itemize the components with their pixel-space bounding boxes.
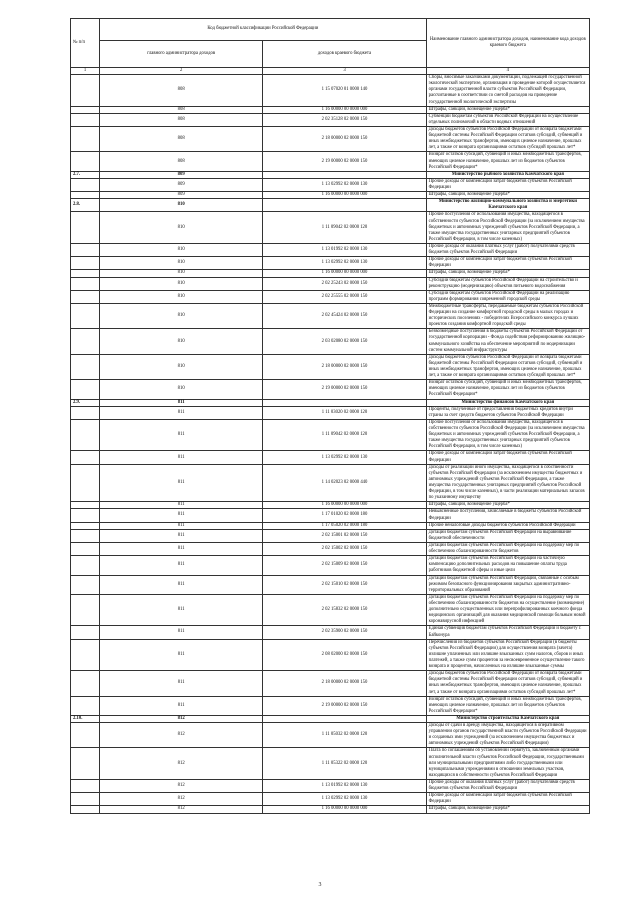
revenue-name: Доходы от сдачи в аренду имущества, находящегося в оперативном управлении органов государственной власти субъектов Российской Федерации и созданных ими учреждений (за исключением имущества бюджетных и автономных учреждений субъектов Российской Федерации) <box>426 723 589 748</box>
revenue-name: Штрафы, санкции, возмещение ущерба* <box>426 806 589 813</box>
revenue-code: 1 11 09042 02 0000 120 <box>263 212 426 244</box>
admin-code: 811 <box>100 464 263 502</box>
revenue-code: 2 02 25243 02 0000 150 <box>263 277 426 290</box>
table-row <box>71 626 590 639</box>
revenue-name: Прочие доходы от оказания платных услуг (работ) получателями средств бюджетов субъектов Российской Федерации <box>426 243 589 256</box>
row-number <box>71 192 100 199</box>
admin-code: 812 <box>100 715 263 722</box>
revenue-name: Министерство жилищно-коммунального хозяйства и энергетики Камчатского края <box>426 199 589 212</box>
revenue-code: 2 02 25555 02 0000 150 <box>263 290 426 303</box>
table-row <box>71 793 590 806</box>
table-row <box>71 354 590 379</box>
revenue-code: 1 13 01992 02 0000 130 <box>263 780 426 793</box>
revenue-code: 2 02 15009 02 0000 150 <box>263 556 426 575</box>
revenue-name: Дотации бюджетам субъектов Российской Федерации на поддержку мер по обеспечению сбалансированности бюджетов <box>426 542 589 555</box>
revenue-code: 1 13 02992 02 0000 130 <box>263 451 426 464</box>
table-row <box>71 243 590 256</box>
admin-code: 811 <box>100 522 263 529</box>
revenue-code: 1 11 09042 02 0000 120 <box>263 419 426 451</box>
row-number <box>71 594 100 626</box>
admin-code: 811 <box>100 594 263 626</box>
row-number: 2.10. <box>71 715 100 722</box>
admin-code: 811 <box>100 451 263 464</box>
table-row <box>71 406 590 419</box>
revenue-code: 2 02 15001 02 0000 150 <box>263 529 426 542</box>
revenue-code: 1 13 01992 02 0000 130 <box>263 243 426 256</box>
row-number <box>71 542 100 555</box>
row-number <box>71 212 100 244</box>
admin-code: 811 <box>100 671 263 696</box>
admin-code: 809 <box>100 192 263 199</box>
revenue-code: 1 13 02992 02 0000 130 <box>263 257 426 270</box>
revenue-code: 1 13 02992 02 0000 130 <box>263 793 426 806</box>
table-row <box>71 380 590 399</box>
revenue-name: Субсидии бюджетам субъектов Российской Федерации на реализацию программ формирования современной городской среды <box>426 290 589 303</box>
revenue-code: 1 14 02023 02 0000 440 <box>263 464 426 502</box>
revenue-code: 2 02 35900 02 0000 150 <box>263 626 426 639</box>
revenue-name: Единая субвенция бюджетам субъектов Российской Федерации и бюджету г. Байконура <box>426 626 589 639</box>
admin-code: 812 <box>100 806 263 813</box>
revenue-name: Прочие поступления от использования имущества, находящегося в собственности субъектов Российской Федерации (за исключением имущества бюджетных и автономных учреждений субъектов Российской Федерации, а также имущества государственных унитарных предприятий субъектов Российской Федерации, в том числе казенных) <box>426 212 589 244</box>
row-number <box>71 75 100 107</box>
admin-code: 808 <box>100 152 263 171</box>
col-num-header: № п/п <box>71 19 100 68</box>
revenue-code: 2 18 00000 02 0000 150 <box>263 671 426 696</box>
revenue-name: Субсидии бюджетам субъектов Российской Федерации на строительство и реконструкцию (модернизацию) объектов питьевого водоснабжения <box>426 277 589 290</box>
revenue-code: 1 15 07020 01 0000 140 <box>263 75 426 107</box>
revenue-code: 1 16 00000 00 0000 000 <box>263 192 426 199</box>
col-index: 2 <box>100 68 263 75</box>
table-row <box>71 451 590 464</box>
admin-code: 811 <box>100 626 263 639</box>
revenue-code: 2 19 00000 02 0000 150 <box>263 152 426 171</box>
col-index: 3 <box>263 68 426 75</box>
admin-code: 808 <box>100 113 263 126</box>
row-number <box>71 257 100 270</box>
revenue-name: Возврат остатков субсидий, субвенций и иных межбюджетных трансфертов, имеющих целевое назначение, прошлых лет из бюджетов субъектов Российской Федерации* <box>426 152 589 171</box>
revenue-name: Штрафы, санкции, возмещение ущерба* <box>426 106 589 113</box>
admin-code: 810 <box>100 354 263 379</box>
admin-code: 812 <box>100 748 263 780</box>
table-row <box>71 529 590 542</box>
table-row <box>71 806 590 813</box>
revenue-name: Доходы бюджетов субъектов Российской Федерации от возврата бюджетами бюджетной системы Российской Федерации остатков субсидий, субвенций и иных межбюджетных трансфертов, имеющих целевое назначение, прошлых лет, а также от возврата организациями остатков субсидий прошлых лет* <box>426 354 589 379</box>
revenue-code: 2 08 02000 02 0000 150 <box>263 639 426 671</box>
revenue-code: 1 16 00000 00 0000 000 <box>263 806 426 813</box>
table-row <box>71 594 590 626</box>
revenue-code: 2 18 00000 02 0000 150 <box>263 354 426 379</box>
table-row <box>71 126 590 151</box>
table-row <box>71 192 590 199</box>
admin-code: 810 <box>100 277 263 290</box>
admin-code: 811 <box>100 575 263 594</box>
revenue-name: Субвенции бюджетам субъектов Российской Федерации на осуществление отдельных полномочий в области водных отношений <box>426 113 589 126</box>
revenue-name: Прочие доходы от оказания платных услуг (работ) получателями средств бюджетов субъектов Российской Федерации <box>426 780 589 793</box>
revenue-code <box>263 171 426 178</box>
revenue-name: Доходы бюджетов субъектов Российской Федерации от возврата бюджетами бюджетной системы Российской Федерации остатков субсидий, субвенций и иных межбюджетных трансфертов, имеющих целевое назначение, прошлых лет, а также от возврата организациями остатков субсидий прошлых лет* <box>426 671 589 696</box>
revenue-name: Проценты, полученные от предоставления бюджетных кредитов внутри страны за счет средств бюджетов субъектов Российской Федерации <box>426 406 589 419</box>
revenue-code: 2 02 15832 02 0000 150 <box>263 594 426 626</box>
admin-code: 811 <box>100 399 263 406</box>
revenue-code: 2 18 00000 02 0000 150 <box>263 126 426 151</box>
row-number <box>71 126 100 151</box>
row-number <box>71 671 100 696</box>
admin-code: 810 <box>100 329 263 354</box>
table-row <box>71 212 590 244</box>
page-number: 3 <box>318 882 322 888</box>
revenue-code <box>263 399 426 406</box>
row-number <box>71 354 100 379</box>
table-row <box>71 303 590 328</box>
col-admin-header: главного администратора доходов <box>100 41 263 68</box>
revenue-name: Дотации бюджетам субъектов Российской Федерации на поддержку мер по обеспечению сбалансированности бюджетов на осуществление (возмещение) дополнительно осуществленных или перепрофилированных коечного фонда медицинских организаций для оказания медицинской помощи больным новой коронавирусной инфекцией <box>426 594 589 626</box>
revenue-code: 1 13 02992 02 0000 130 <box>263 178 426 191</box>
revenue-name: Прочие доходы от компенсации затрат бюджетов субъектов Российской Федерации <box>426 178 589 191</box>
revenue-code: 1 16 00000 00 0000 000 <box>263 502 426 509</box>
admin-code: 810 <box>100 380 263 399</box>
table-row <box>71 542 590 555</box>
table-row <box>71 639 590 671</box>
row-number <box>71 780 100 793</box>
admin-code: 811 <box>100 406 263 419</box>
table-row <box>71 257 590 270</box>
table-row <box>71 75 590 107</box>
revenue-name: Невыясненные поступления, зачисляемые в бюджеты субъектов Российской Федерации <box>426 509 589 522</box>
revenue-name: Дотации бюджетам субъектов Российской Федерации на частичную компенсацию дополнительных расходов на повышение оплаты труда работников бюджетной сферы и иные цели <box>426 556 589 575</box>
revenue-code: 1 17 01020 02 0000 180 <box>263 509 426 522</box>
admin-code: 809 <box>100 178 263 191</box>
admin-code: 808 <box>100 106 263 113</box>
section-row <box>71 171 590 178</box>
revenue-name: Сборы, вносимые заказчиками документации, подлежащей государственной экологической экспертизе, организация и проведение которой осуществляется органами государственной власти субъектов Российской Федерации, рассчитанные в соответствии со сметой расходов на проведение государственной экологической экспертизы <box>426 75 589 107</box>
row-number <box>71 639 100 671</box>
admin-code: 810 <box>100 199 263 212</box>
row-number: 2.7. <box>71 171 100 178</box>
row-number <box>71 113 100 126</box>
revenue-code: 2 19 00000 02 0000 150 <box>263 696 426 715</box>
revenue-code <box>263 715 426 722</box>
admin-code: 811 <box>100 419 263 451</box>
row-number <box>71 723 100 748</box>
admin-code: 808 <box>100 126 263 151</box>
revenue-code: 2 02 35128 02 0000 150 <box>263 113 426 126</box>
revenue-name: Дотации бюджетам субъектов Российской Федерации на выравнивание бюджетной обеспеченности <box>426 529 589 542</box>
admin-code: 810 <box>100 290 263 303</box>
admin-code: 808 <box>100 75 263 107</box>
revenue-name: Доходы от реализации иного имущества, находящегося в собственности субъектов Российской Федерации (за исключением имущества бюджетных и автономных учреждений субъектов Российской Федерации, а также имущества государственных унитарных предприятий субъектов Российской Федерации, в том числе казенных), в части реализации материальных запасов по указанному имуществу <box>426 464 589 502</box>
table-row <box>71 277 590 290</box>
table-row <box>71 723 590 748</box>
revenue-code: 1 17 05020 02 0000 180 <box>263 522 426 529</box>
revenue-code: 1 16 00000 00 0000 000 <box>263 106 426 113</box>
revenue-name: Министерство строительства Камчатского края <box>426 715 589 722</box>
table-row <box>71 290 590 303</box>
table-row <box>71 152 590 171</box>
revenue-name: Штрафы, санкции, возмещение ущерба* <box>426 192 589 199</box>
table-row <box>71 178 590 191</box>
admin-code: 812 <box>100 723 263 748</box>
admin-code: 812 <box>100 793 263 806</box>
admin-code: 811 <box>100 529 263 542</box>
row-number <box>71 509 100 522</box>
col-name-header: Наименование главного администратора доходов, наименование кода доходов краевого бюджета <box>426 19 589 68</box>
row-number <box>71 575 100 594</box>
admin-code: 810 <box>100 212 263 244</box>
revenue-name: Министерство финансов Камчатского края <box>426 399 589 406</box>
section-row <box>71 199 590 212</box>
revenue-code: 2 02 45424 02 0000 150 <box>263 303 426 328</box>
section-row <box>71 399 590 406</box>
row-number <box>71 748 100 780</box>
row-number <box>71 793 100 806</box>
revenue-name: Возврат остатков субсидий, субвенций и иных межбюджетных трансфертов, имеющих целевое назначение, прошлых лет из бюджетов субъектов Российской Федерации* <box>426 380 589 399</box>
revenue-code: 1 16 00000 00 0000 000 <box>263 270 426 277</box>
table-row <box>71 329 590 354</box>
admin-code: 810 <box>100 243 263 256</box>
document-page <box>70 18 590 814</box>
revenue-name: Прочие доходы от компенсации затрат бюджетов субъектов Российской Федерации <box>426 257 589 270</box>
row-number <box>71 303 100 328</box>
row-number <box>71 290 100 303</box>
revenue-name: Доходы бюджетов субъектов Российской Федерации от возврата бюджетами бюджетной системы Российской Федерации остатков субсидий, субвенций и иных межбюджетных трансфертов, имеющих целевое назначение, прошлых лет, а также от возврата организациями остатков субсидий прошлых лет* <box>426 126 589 151</box>
row-number <box>71 464 100 502</box>
row-number <box>71 451 100 464</box>
table-row <box>71 556 590 575</box>
revenue-code: 2 02 15002 02 0000 150 <box>263 542 426 555</box>
revenue-code: 1 11 05322 02 0000 120 <box>263 748 426 780</box>
row-number <box>71 152 100 171</box>
revenue-name: Перечисления из бюджетов субъектов Российской Федерации (в бюджеты субъектов Российской Федерации) для осуществления возврата (зачета) излишне уплаченных или излишне взысканных сумм налогов, сборов и иных платежей, а также сумм процентов за несвоевременное осуществление такого возврата и процентов, начисленных на излишне взысканные суммы <box>426 639 589 671</box>
row-number <box>71 277 100 290</box>
revenue-name: Безвозмездные поступления в бюджеты субъектов Российской Федерации от государственной корпорации - Фонда содействия реформированию жилищно-коммунального хозяйства на обеспечение мероприятий по модернизации систем коммунальной инфраструктуры <box>426 329 589 354</box>
revenue-code: 1 11 03020 02 0000 120 <box>263 406 426 419</box>
table-row <box>71 270 590 277</box>
row-number: 2.8. <box>71 199 100 212</box>
row-number <box>71 106 100 113</box>
revenue-name: Межбюджетные трансферты, передаваемые бюджетам субъектов Российской Федерации на создание комфортной городской среды в малых городах и исторических поселениях - победителях Всероссийского конкурса лучших проектов создания комфортной городской среды <box>426 303 589 328</box>
table-row <box>71 575 590 594</box>
admin-code: 811 <box>100 502 263 509</box>
row-number <box>71 696 100 715</box>
row-number <box>71 419 100 451</box>
table-row <box>71 696 590 715</box>
row-number <box>71 406 100 419</box>
admin-code: 810 <box>100 257 263 270</box>
revenue-name: Штрафы, санкции, возмещение ущерба* <box>426 270 589 277</box>
admin-code: 811 <box>100 542 263 555</box>
table-row <box>71 106 590 113</box>
admin-code: 811 <box>100 639 263 671</box>
row-number: 2.9. <box>71 399 100 406</box>
row-number <box>71 806 100 813</box>
table-row <box>71 748 590 780</box>
row-number <box>71 380 100 399</box>
revenue-code: 1 11 05032 02 0000 120 <box>263 723 426 748</box>
revenue-name: Министерство рыбного хозяйства Камчатского края <box>426 171 589 178</box>
revenue-code: 2 03 02080 02 0000 150 <box>263 329 426 354</box>
table-row <box>71 780 590 793</box>
revenue-code <box>263 199 426 212</box>
table-row <box>71 522 590 529</box>
revenue-name: Прочие доходы от компенсации затрат бюджетов субъектов Российской Федерации <box>426 451 589 464</box>
revenue-name: Плата по соглашениям об установлении сервитута, заключенным органами исполнительной власти субъектов Российской Федерации, государственными или муниципальными предприятиями либо государственными или муниципальными учреждениями в отношении земельных участков, находящихся в собственности субъектов Российской Федерации <box>426 748 589 780</box>
revenue-name: Дотации бюджетам субъектов Российской Федерации, связанные с особым режимом безопасного функционирования закрытых административно-территориальных образований <box>426 575 589 594</box>
revenue-name: Прочие доходы от компенсации затрат бюджетов субъектов Российской Федерации <box>426 793 589 806</box>
table-row <box>71 671 590 696</box>
admin-code: 811 <box>100 556 263 575</box>
row-number <box>71 522 100 529</box>
admin-code: 811 <box>100 696 263 715</box>
revenue-name: Возврат остатков субсидий, субвенций и иных межбюджетных трансфертов, имеющих целевое назначение, прошлых лет из бюджетов субъектов Российской Федерации* <box>426 696 589 715</box>
revenue-name: Прочие неналоговые доходы бюджетов субъектов Российской Федерации <box>426 522 589 529</box>
row-number <box>71 502 100 509</box>
row-number <box>71 556 100 575</box>
row-number <box>71 178 100 191</box>
admin-code: 809 <box>100 171 263 178</box>
table-body <box>71 75 590 813</box>
admin-code: 811 <box>100 509 263 522</box>
admin-code: 812 <box>100 780 263 793</box>
table-row <box>71 509 590 522</box>
revenue-code: 2 02 15010 02 0000 150 <box>263 575 426 594</box>
admin-code: 810 <box>100 303 263 328</box>
row-number <box>71 329 100 354</box>
row-number <box>71 243 100 256</box>
table-row <box>71 113 590 126</box>
row-number <box>71 270 100 277</box>
revenue-name: Прочие поступления от использования имущества, находящегося в собственности субъектов Российской Федерации (за исключением имущества бюджетных и автономных учреждений субъектов Российской Федерации, а также имущества государственных унитарных предприятий субъектов Российской Федерации, в том числе казенных) <box>426 419 589 451</box>
table-row <box>71 464 590 502</box>
section-row <box>71 715 590 722</box>
row-number <box>71 529 100 542</box>
col-kbk-group-header: Код бюджетной классификации Российской Федерации <box>100 19 427 41</box>
col-index: 1 <box>71 68 100 75</box>
revenue-table <box>70 18 590 814</box>
revenue-code: 2 19 00000 02 0000 150 <box>263 380 426 399</box>
table-row <box>71 419 590 451</box>
revenue-name: Штрафы, санкции, возмещение ущерба* <box>426 502 589 509</box>
table-row <box>71 502 590 509</box>
row-number <box>71 626 100 639</box>
admin-code: 810 <box>100 270 263 277</box>
col-index: 4 <box>426 68 589 75</box>
col-code-header: доходов краевого бюджета <box>263 41 426 68</box>
